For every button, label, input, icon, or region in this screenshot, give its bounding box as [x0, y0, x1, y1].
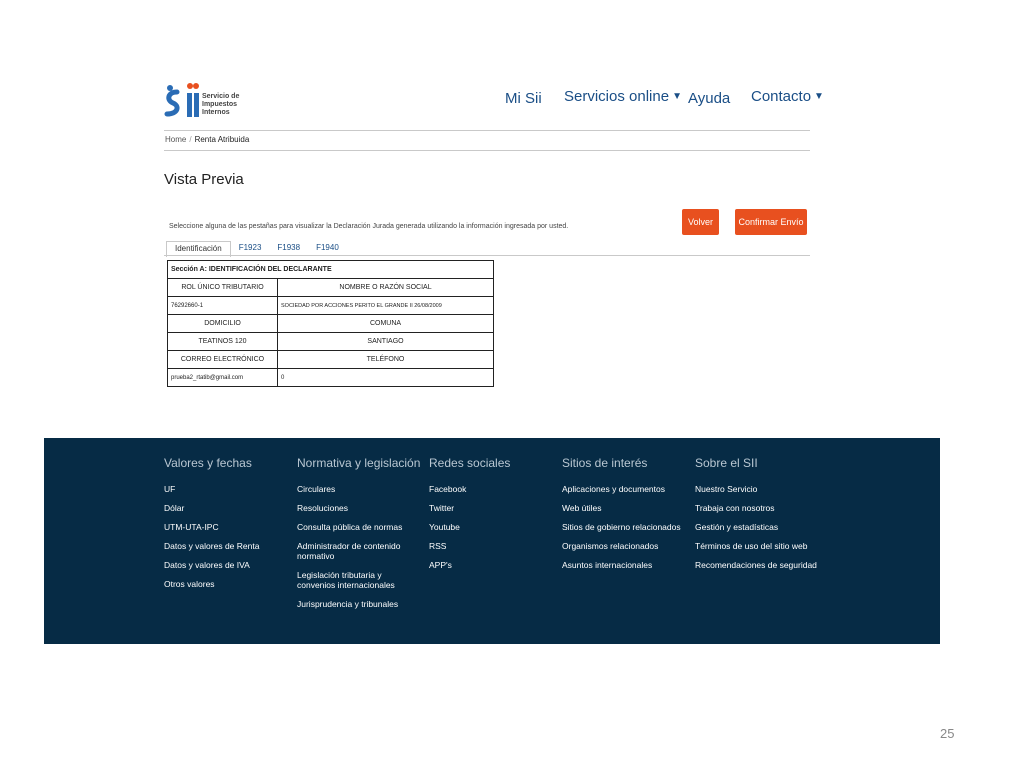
logo-text-line-2: Impuestos	[202, 101, 238, 108]
table-cell: 76292660-1	[168, 297, 278, 315]
table-header-cell: COMUNA	[278, 315, 494, 333]
volver-button[interactable]: Volver	[682, 209, 719, 235]
table-header-cell: DOMICILIO	[168, 315, 278, 333]
footer-link-youtube[interactable]: Youtube	[429, 522, 460, 532]
footer-link-resoluciones[interactable]: Resoluciones	[297, 503, 349, 513]
table-row	[168, 261, 494, 279]
footer-link-sitios-gobierno[interactable]: Sitios de gobierno relacionados	[562, 522, 681, 532]
tab-f1940[interactable]: F1940	[316, 243, 339, 252]
logo-text	[202, 93, 262, 117]
page-title: Vista Previa	[164, 171, 244, 188]
breadcrumb-divider	[164, 150, 810, 151]
footer-link-web-utiles[interactable]: Web útiles	[562, 503, 602, 513]
footer-link-organismos[interactable]: Organismos relacionados	[562, 541, 659, 551]
footer-link-administrador[interactable]: Administrador de contenido normativo	[297, 541, 401, 561]
tab-f1923[interactable]: F1923	[238, 243, 262, 252]
table-header-cell: TELÉFONO	[278, 351, 494, 369]
breadcrumb-current: Renta Atribuida	[194, 135, 250, 144]
nav-contacto[interactable]: Contacto ▼	[751, 88, 824, 105]
breadcrumb-separator: /	[189, 135, 192, 144]
footer-link-twitter[interactable]: Twitter	[429, 503, 455, 513]
table-cell: 0	[278, 369, 494, 387]
header-divider	[164, 130, 810, 131]
form-tabs	[166, 241, 347, 256]
table-cell: SANTIAGO	[278, 333, 494, 351]
footer-column-title: Sitios de interés	[562, 456, 648, 470]
footer-column-title: Normativa y legislación	[297, 456, 421, 470]
logo-text-line-3: Internos	[202, 109, 230, 116]
footer-link-terminos[interactable]: Términos de uso del sitio web	[695, 541, 808, 551]
slide-page-number: 25	[940, 726, 955, 741]
chevron-down-icon: ▼	[672, 91, 682, 102]
breadcrumb	[165, 135, 249, 144]
table-header-cell: ROL ÚNICO TRIBUTARIO	[168, 279, 278, 297]
footer-link-dolar[interactable]: Dólar	[164, 503, 185, 513]
table-row	[168, 279, 494, 297]
tab-f1938[interactable]: F1938	[277, 243, 301, 252]
table-row	[168, 297, 494, 315]
footer-link-recomendaciones[interactable]: Recomendaciones de seguridad	[695, 560, 817, 570]
footer-link-consulta[interactable]: Consulta pública de normas	[297, 522, 403, 532]
footer-link-uf[interactable]: UF	[164, 484, 176, 494]
footer-link-gestion[interactable]: Gestión y estadísticas	[695, 522, 779, 532]
table-row	[168, 369, 494, 387]
table-row	[168, 315, 494, 333]
footer-column-title: Sobre el SII	[695, 456, 758, 470]
nav-ayuda[interactable]: Ayuda	[688, 90, 731, 107]
footer-link-facebook[interactable]: Facebook	[429, 484, 467, 494]
section-title: Sección A: IDENTIFICACIÓN DEL DECLARANTE	[168, 261, 494, 279]
footer-link-otros[interactable]: Otros valores	[164, 579, 215, 589]
table-header-cell: CORREO ELECTRÓNICO	[168, 351, 278, 369]
table-cell: prueba2_rtatib@gmail.com	[168, 369, 278, 387]
footer-link-trabaja[interactable]: Trabaja con nosotros	[695, 503, 775, 513]
footer-column-title: Valores y fechas	[164, 456, 252, 470]
footer-link-legislacion[interactable]: Legislación tributaria y convenios internacionales	[297, 570, 395, 590]
instructions-text: Seleccione alguna de las pestañas para visualizar la Declaración Jurada generada utilizando la información ingresada por usted.	[169, 223, 569, 230]
footer-column-sobre	[695, 456, 825, 579]
nav-mi-sii[interactable]: Mi Sii	[505, 90, 542, 107]
footer-link-asuntos[interactable]: Asuntos internacionales	[562, 560, 653, 570]
footer-column-normativa	[297, 456, 422, 618]
footer-link-rss[interactable]: RSS	[429, 541, 447, 551]
footer-link-iva[interactable]: Datos y valores de IVA	[164, 560, 250, 570]
footer-column-redes	[429, 456, 559, 579]
table-cell: SOCIEDAD POR ACCIONES PERITO EL GRANDE II 26/08/2009	[278, 297, 494, 315]
footer-column-valores	[164, 456, 294, 598]
table-row	[168, 333, 494, 351]
declarant-table	[167, 260, 494, 387]
logo-text-line-1: Servicio de	[202, 93, 240, 100]
footer-link-apps[interactable]: APP's	[429, 560, 452, 570]
footer-link-nuestro-servicio[interactable]: Nuestro Servicio	[695, 484, 758, 494]
tab-identificacion[interactable]: Identificación	[166, 241, 231, 257]
chevron-down-icon: ▼	[814, 91, 824, 102]
footer-link-utm[interactable]: UTM-UTA-IPC	[164, 522, 219, 532]
footer-column-title: Redes sociales	[429, 456, 511, 470]
footer-link-renta[interactable]: Datos y valores de Renta	[164, 541, 260, 551]
nav-servicios-online[interactable]: Servicios online ▼	[564, 88, 682, 105]
table-row	[168, 351, 494, 369]
footer-link-aplicaciones[interactable]: Aplicaciones y documentos	[562, 484, 666, 494]
confirmar-envio-button[interactable]: Confirmar Envío	[735, 209, 807, 235]
footer-column-sitios	[562, 456, 692, 579]
tabs-divider	[164, 255, 810, 256]
table-cell: TEATINOS 120	[168, 333, 278, 351]
table-header-cell: NOMBRE O RAZÓN SOCIAL	[278, 279, 494, 297]
footer-link-circulares[interactable]: Circulares	[297, 484, 336, 494]
footer-link-jurisprudencia[interactable]: Jurisprudencia y tribunales	[297, 599, 399, 609]
breadcrumb-home[interactable]: Home	[165, 135, 187, 144]
